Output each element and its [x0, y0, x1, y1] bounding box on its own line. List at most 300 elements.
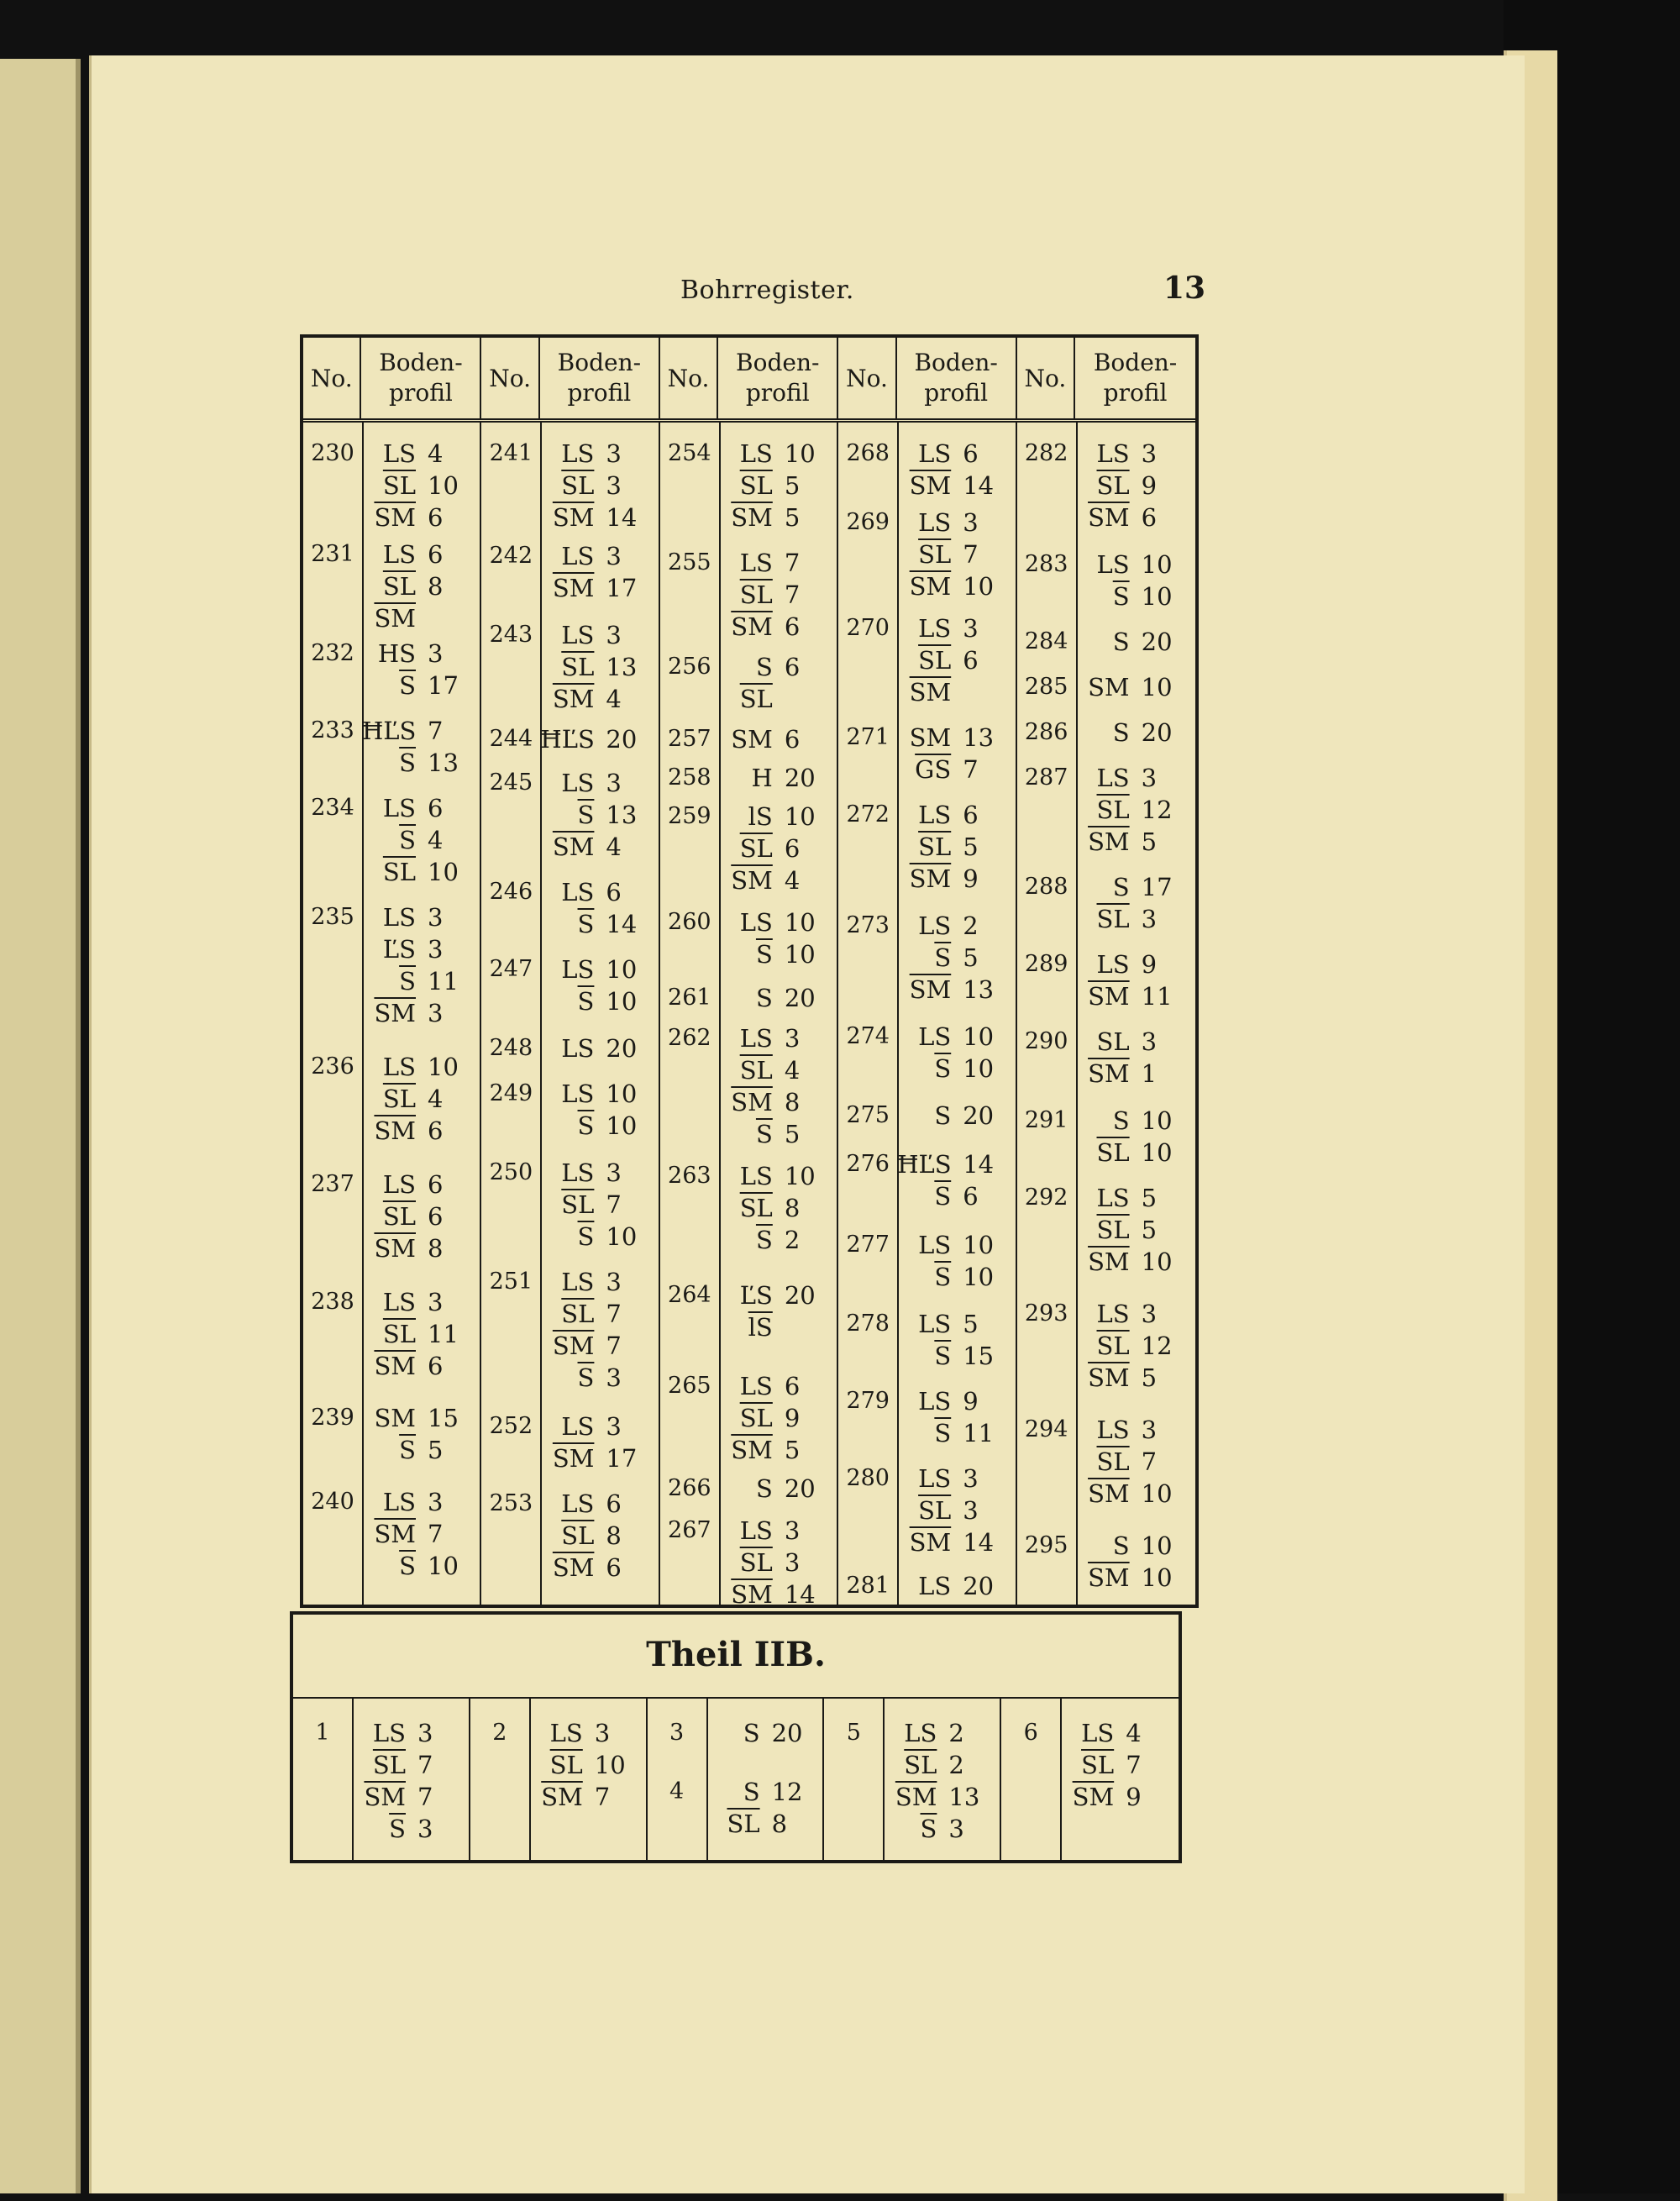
soil-type: $\overline{SM}$ [909, 471, 952, 500]
layer-thickness: 13 [963, 723, 995, 752]
entry-number: 289 [1024, 951, 1068, 977]
soil-type: LS [918, 439, 952, 468]
soil-type: $\overline{SM}$ [552, 503, 595, 532]
soil-type: $\overline{SL}$ [382, 471, 416, 500]
profile-layer [719, 1192, 840, 1224]
register-entry [303, 1286, 483, 1382]
layer-thickness: 9 [1126, 1783, 1142, 1811]
soil-type: LS [561, 878, 595, 906]
layer-thickness: 2 [963, 911, 979, 940]
soil-type: lS [748, 802, 773, 831]
layer-thickness: 7 [428, 1520, 444, 1548]
layer-thickness: 7 [1141, 1447, 1158, 1476]
entry-number: 4 [669, 1778, 685, 1804]
register-entry [303, 792, 483, 888]
layer-thickness: 6 [1141, 503, 1158, 532]
layer-thickness: 6 [428, 1352, 444, 1380]
soil-profile [897, 1148, 1018, 1212]
table-column-group [1001, 1697, 1179, 1860]
soil-type: $\overline{S}$ [1112, 582, 1130, 611]
profile-layer [1076, 1246, 1197, 1278]
soil-profile [719, 723, 840, 755]
soil-profile [719, 1515, 840, 1610]
table-column-group [660, 423, 838, 1609]
register-entry [660, 982, 840, 1014]
soil-type: $\overline{SL}$ [561, 1300, 595, 1328]
soil-type: $\overline{SL}$ [382, 1320, 416, 1348]
register-entry [303, 1486, 483, 1582]
soil-profile [362, 715, 483, 779]
soil-type: $\overline{SM}$ [909, 572, 952, 601]
soil-profile [362, 1169, 483, 1264]
profile-layer [1076, 626, 1197, 658]
register-entry [1017, 717, 1197, 749]
register-entry [660, 547, 840, 643]
soil-type: $\overline{SL}$ [372, 1751, 406, 1779]
header-profile-line2: profil [389, 379, 453, 407]
profile-layer [719, 762, 840, 794]
layer-thickness: 5 [1141, 827, 1158, 856]
soil-type: $\overline{SL}$ [1096, 471, 1130, 500]
entry-number: 276 [846, 1151, 890, 1177]
register-entry [303, 1402, 483, 1466]
table-header [303, 338, 1195, 423]
profile-layer [540, 438, 661, 470]
profile-layer [719, 438, 840, 470]
soil-type: LS [1096, 1184, 1130, 1212]
profile-layer [706, 1776, 826, 1808]
register-entry [481, 540, 661, 604]
register-entry [648, 1776, 826, 1840]
layer-thickness: 8 [784, 1194, 801, 1222]
soil-profile [719, 1022, 840, 1150]
profile-layer [897, 1180, 1018, 1212]
soil-profile [540, 540, 661, 604]
soil-type: $\overline{S}$ [755, 940, 773, 969]
layer-thickness: 14 [963, 1528, 995, 1557]
layer-thickness: 3 [784, 1024, 801, 1053]
soil-type: $\overline{SL}$ [1096, 796, 1130, 824]
header-profile-line2: profil [924, 379, 989, 407]
soil-type: SL [1096, 1027, 1130, 1056]
layer-thickness: 3 [1141, 439, 1158, 468]
register-entry [838, 1100, 1018, 1132]
soil-type: LS [561, 1489, 595, 1518]
profile-layer [897, 974, 1018, 1006]
soil-type: $\overline{SM}$ [731, 1436, 773, 1464]
layer-thickness: 5 [784, 503, 801, 532]
layer-thickness: 7 [606, 1332, 622, 1360]
register-entry [824, 1717, 1002, 1845]
layer-thickness: 5 [784, 1436, 801, 1464]
layer-thickness: 10 [606, 987, 638, 1016]
profile-layer [897, 799, 1018, 831]
layer-thickness: 3 [784, 1516, 801, 1545]
soil-profile [897, 438, 1018, 502]
soil-profile [897, 799, 1018, 895]
soil-profile [897, 1100, 1018, 1132]
layer-thickness: 20 [784, 1474, 816, 1503]
layer-thickness: 4 [784, 866, 801, 895]
soil-type: $\overline{SL}$ [918, 540, 952, 569]
layer-thickness: 11 [1141, 982, 1173, 1011]
entry-number: 268 [846, 440, 890, 466]
profile-layer [897, 1021, 1018, 1053]
soil-type: ĽS [739, 1281, 773, 1310]
soil-type: $\overline{SM}$ [541, 1783, 583, 1811]
register-entry [1001, 1717, 1179, 1813]
part-title: Theil IIB. [646, 1635, 826, 1674]
profile-layer [362, 901, 483, 933]
soil-type: $\overline{SL}$ [727, 1810, 760, 1838]
layer-thickness: 3 [784, 1548, 801, 1577]
profile-layer [540, 985, 661, 1017]
soil-type: $\overline{S}$ [399, 1552, 416, 1580]
profile-layer [897, 1229, 1018, 1261]
profile-layer [897, 722, 1018, 754]
layer-thickness: 14 [963, 471, 995, 500]
soil-profile [897, 1021, 1018, 1085]
layer-thickness: 11 [428, 967, 459, 995]
layer-thickness: 10 [1141, 1248, 1173, 1276]
register-entry [838, 438, 1018, 502]
profile-layer [897, 1340, 1018, 1372]
layer-thickness: 3 [948, 1815, 964, 1843]
profile-layer [897, 1494, 1018, 1526]
header-profile-line1: Boden- [379, 349, 463, 376]
soil-profile [362, 538, 483, 634]
layer-thickness: 20 [784, 1281, 816, 1310]
entry-number: 262 [668, 1025, 711, 1051]
layer-thickness: 10 [1141, 1531, 1173, 1560]
entry-number: 234 [311, 795, 354, 821]
soil-type: $\overline{SL}$ [918, 646, 952, 675]
profile-layer [540, 831, 661, 863]
soil-type: $\overline{SM}$ [909, 975, 952, 1004]
layer-thickness: 3 [963, 1464, 979, 1493]
layer-thickness: 6 [784, 612, 801, 641]
profile-layer [362, 1051, 483, 1083]
layer-thickness: 3 [417, 1815, 433, 1843]
soil-type: $\overline{S}$ [934, 1342, 952, 1370]
soil-profile [897, 507, 1018, 602]
bohrregister-table [300, 334, 1199, 1608]
profile-layer [540, 619, 661, 651]
profile-layer [1076, 549, 1197, 580]
profile-layer [719, 1160, 840, 1192]
register-entry [1017, 1530, 1197, 1594]
soil-type: $\overline{GS}$ [915, 755, 952, 784]
profile-layer [706, 1808, 826, 1840]
profile-layer [897, 1261, 1018, 1293]
layer-thickness: 8 [606, 1521, 622, 1550]
entry-number: 250 [489, 1159, 533, 1185]
entry-number: 254 [668, 440, 711, 466]
profile-layer [362, 538, 483, 570]
page-number: 13 [1163, 271, 1206, 306]
soil-type: $\overline{S}$ [934, 1054, 952, 1083]
layer-thickness: 13 [606, 653, 638, 681]
profile-layer [1076, 470, 1197, 502]
register-entry [660, 762, 840, 794]
entry-number: 233 [311, 717, 354, 743]
soil-profile [362, 1402, 483, 1466]
entry-number: 295 [1024, 1532, 1068, 1558]
soil-type: $\overline{SM}$ [1088, 503, 1130, 532]
header-profile-line1: Boden- [736, 349, 820, 376]
soil-profile [897, 612, 1018, 708]
profile-layer [719, 1279, 840, 1311]
layer-thickness: 6 [784, 725, 801, 754]
facing-page-edge [0, 59, 81, 2193]
register-entry [838, 1021, 1018, 1085]
register-entry [1017, 438, 1197, 533]
soil-profile [529, 1717, 648, 1813]
layer-thickness: 5 [963, 833, 979, 861]
soil-type: LS [561, 769, 595, 797]
soil-profile [1060, 1717, 1179, 1813]
soil-profile [540, 1410, 661, 1474]
profile-layer [1076, 1562, 1197, 1594]
layer-thickness: 5 [1141, 1363, 1158, 1392]
profile-layer [1076, 671, 1197, 703]
register-entry [303, 538, 483, 634]
entry-number: 263 [668, 1163, 711, 1189]
table-column-group [303, 423, 481, 1605]
profile-layer [1076, 1182, 1197, 1214]
soil-type: $\overline{S}$ [577, 1111, 595, 1140]
soil-profile [540, 1032, 661, 1064]
entry-number: 239 [311, 1405, 354, 1431]
soil-type: $\overline{SM}$ [731, 503, 773, 532]
soil-type: LS [561, 621, 595, 649]
profile-layer [897, 1308, 1018, 1340]
register-entry [481, 1266, 661, 1394]
soil-type: $\overline{SM}$ [374, 1520, 416, 1548]
entry-number: 274 [846, 1023, 890, 1049]
soil-type: $\overline{S}$ [399, 749, 416, 777]
entry-number: 283 [1024, 551, 1068, 577]
register-entry [660, 1279, 840, 1343]
soil-profile [1076, 1298, 1197, 1394]
layer-thickness: 10 [606, 1111, 638, 1140]
soil-type: ĦĽS [897, 1150, 952, 1179]
layer-thickness: 9 [963, 864, 979, 893]
layer-thickness: 3 [606, 542, 622, 570]
layer-thickness: 3 [594, 1719, 611, 1747]
register-entry [648, 1717, 826, 1749]
soil-type: S [755, 1474, 773, 1503]
register-entry [838, 1570, 1018, 1602]
entry-number: 260 [668, 909, 711, 935]
soil-type: LS [382, 540, 416, 569]
entry-number: 240 [311, 1489, 354, 1515]
layer-thickness: 3 [606, 1158, 622, 1187]
layer-thickness: 20 [1141, 718, 1173, 747]
profile-layer [540, 1520, 661, 1552]
register-entry [660, 438, 840, 533]
entry-number: 232 [311, 640, 354, 666]
entry-number: 288 [1024, 874, 1068, 900]
entry-number: 294 [1024, 1416, 1068, 1442]
soil-type: LS [382, 1053, 416, 1081]
soil-profile [719, 1279, 840, 1343]
layer-thickness: 4 [428, 439, 444, 468]
soil-profile [719, 651, 840, 715]
soil-type: $\overline{SL}$ [1096, 1138, 1130, 1167]
profile-layer [719, 547, 840, 579]
soil-type: $\overline{SL}$ [382, 858, 416, 886]
register-entry [303, 901, 483, 1029]
soil-profile [883, 1717, 1002, 1845]
layer-thickness: 3 [606, 439, 622, 468]
layer-thickness: 13 [428, 749, 459, 777]
profile-layer [540, 1157, 661, 1189]
soil-type: LS [918, 508, 952, 537]
layer-thickness: 10 [428, 858, 459, 886]
profile-layer [1076, 717, 1197, 749]
profile-layer [362, 1518, 483, 1550]
layer-thickness: 5 [784, 471, 801, 500]
soil-type: $\overline{SL}$ [1096, 1216, 1130, 1244]
register-entry [838, 1463, 1018, 1558]
soil-type: $\overline{SL}$ [1096, 1447, 1130, 1476]
soil-type: $\overline{S}$ [577, 987, 595, 1016]
soil-type: $\overline{S}$ [934, 1263, 952, 1291]
soil-profile [719, 906, 840, 970]
soil-type: $\overline{SL}$ [561, 1521, 595, 1550]
layer-thickness: 6 [963, 801, 979, 829]
profile-layer [897, 644, 1018, 676]
layer-thickness: 7 [417, 1783, 433, 1811]
profile-layer [362, 792, 483, 824]
layer-thickness: 7 [784, 549, 801, 577]
soil-profile [540, 1157, 661, 1253]
profile-layer [540, 1032, 661, 1064]
soil-type: LS [382, 1488, 416, 1516]
entry-number: 236 [311, 1053, 354, 1079]
profile-layer [362, 638, 483, 670]
soil-profile [540, 723, 661, 755]
layer-thickness: 10 [1141, 582, 1173, 611]
layer-thickness: 10 [963, 1263, 995, 1291]
soil-profile [706, 1776, 826, 1840]
header-profile-line2: profil [567, 379, 632, 407]
profile-layer [897, 1100, 1018, 1132]
profile-layer [883, 1717, 1002, 1749]
profile-layer [1076, 1058, 1197, 1090]
layer-thickness: 3 [428, 1488, 444, 1516]
layer-thickness: 8 [771, 1810, 788, 1838]
register-entry [660, 651, 840, 715]
layer-thickness: 10 [428, 471, 459, 500]
entry-number: 273 [846, 912, 890, 938]
layer-thickness: 17 [1141, 873, 1173, 901]
layer-thickness: 14 [963, 1150, 995, 1179]
register-entry [660, 801, 840, 896]
layer-thickness: 15 [428, 1404, 459, 1432]
book-binding [1504, 0, 1680, 2193]
soil-type: $\overline{SM}$ [909, 864, 952, 893]
layer-thickness: 10 [606, 955, 638, 984]
register-entry [1017, 671, 1197, 703]
soil-profile [540, 767, 661, 863]
soil-type: $\overline{SM}$ [374, 604, 416, 633]
table-column-group [470, 1697, 648, 1860]
entry-number: 247 [489, 956, 533, 982]
soil-type: LS [739, 439, 773, 468]
profile-layer [540, 799, 661, 831]
soil-profile [1076, 871, 1197, 935]
soil-type: $\overline{SM}$ [731, 1580, 773, 1609]
entry-number: 278 [846, 1311, 890, 1337]
layer-thickness: 3 [428, 639, 444, 668]
entry-number: 6 [1023, 1720, 1038, 1746]
profile-layer [540, 1189, 661, 1221]
profile-layer [540, 1330, 661, 1362]
soil-profile [1076, 438, 1197, 533]
soil-type: $\overline{lS}$ [748, 1313, 773, 1342]
profile-layer [719, 1054, 840, 1086]
layer-thickness: 3 [606, 1268, 622, 1296]
soil-type: S [1112, 873, 1130, 901]
profile-layer [897, 570, 1018, 602]
layer-thickness: 20 [963, 1101, 995, 1130]
entry-number: 277 [846, 1232, 890, 1258]
profile-layer [719, 801, 840, 833]
layer-thickness: 7 [784, 580, 801, 609]
soil-type: $\overline{SM}$ [731, 612, 773, 641]
profile-layer [719, 1311, 840, 1343]
profile-layer [897, 507, 1018, 538]
profile-layer [1076, 1214, 1197, 1246]
register-entry [481, 1078, 661, 1142]
layer-thickness: 10 [1141, 1138, 1173, 1167]
entry-number: 252 [489, 1413, 533, 1439]
layer-thickness: 3 [417, 1719, 433, 1747]
soil-type: $\overline{S}$ [389, 1815, 406, 1843]
table-column-group [481, 423, 659, 1605]
soil-type: LS [382, 794, 416, 822]
register-entry [1017, 1182, 1197, 1278]
entry-number: 246 [489, 879, 533, 905]
profile-layer [540, 572, 661, 604]
layer-thickness: 7 [594, 1783, 611, 1811]
profile-layer [1076, 1478, 1197, 1510]
entry-number: 241 [489, 440, 533, 466]
layer-thickness: 3 [606, 769, 622, 797]
layer-thickness: 1 [1141, 1059, 1158, 1088]
soil-profile [719, 438, 840, 533]
profile-layer [719, 502, 840, 533]
profile-layer [897, 470, 1018, 502]
soil-profile [362, 901, 483, 1029]
register-entry [1017, 1105, 1197, 1169]
entry-number: 251 [489, 1269, 533, 1295]
soil-type: $\overline{SL}$ [918, 833, 952, 861]
register-entry [838, 910, 1018, 1006]
layer-thickness: 6 [784, 834, 801, 863]
profile-layer [540, 1410, 661, 1442]
layer-thickness: 17 [606, 1444, 638, 1473]
soil-type: $\overline{SL}$ [549, 1751, 583, 1779]
profile-layer [1060, 1717, 1179, 1749]
entry-number: 267 [668, 1517, 711, 1543]
profile-layer [352, 1781, 471, 1813]
entry-number: 256 [668, 654, 711, 680]
profile-layer [362, 1350, 483, 1382]
layer-thickness: 13 [948, 1783, 980, 1811]
